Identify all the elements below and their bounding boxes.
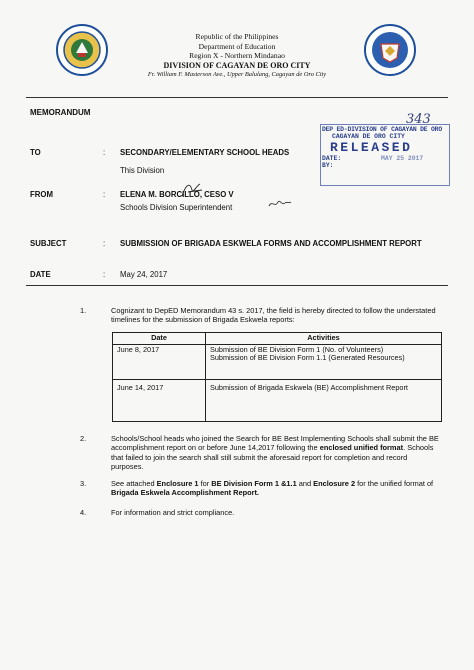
kagawaran-seal-logo (364, 24, 416, 76)
subject-value: SUBMISSION OF BRIGADA ESKWELA FORMS AND ACCOMPLISHMENT REPORT (120, 239, 422, 248)
date-divider (26, 285, 448, 286)
item-2-text-a: Schools/School heads who joined the Search for BE Best Implementing Schools shall submit the BE accomplishment report on or before June 14,2017 following the (111, 434, 439, 453)
activity-line: Submission of BE Division Form 1.1 (Generated Resources) (210, 353, 405, 363)
stamp-border (320, 124, 450, 186)
subject-label: SUBJECT (30, 239, 67, 248)
item-3-number: 3. (80, 479, 87, 488)
letterhead (120, 32, 354, 80)
item-2-text-bold: enclosed unified format (319, 443, 404, 453)
header-divider (26, 97, 448, 98)
from-colon: : (103, 190, 106, 199)
memo-number-handwritten: 343 (406, 112, 431, 127)
subject-colon: : (103, 239, 106, 248)
report-format-ref: Brigada Eskwela Accomplishment Report. (111, 488, 259, 498)
date-value: May 24, 2017 (120, 270, 168, 279)
released-stamp (322, 126, 450, 188)
to-sub: This Division (120, 166, 165, 175)
from-sub: Schools Division Superintendent (120, 203, 233, 212)
item-2-text (111, 434, 441, 471)
memo-type: MEMORANDUM (30, 108, 91, 117)
division-form-ref: BE Division Form 1 &1.1 (211, 479, 297, 488)
item-1-text: Cognizant to DepED Memorandum 43 s. 2017, the field is hereby directed to follow the understated timelines for the submission of Brigada Eskwela reports: (111, 306, 436, 325)
table-cell-activities (206, 344, 442, 379)
from-label: FROM (30, 190, 53, 199)
enclosure-1-ref: Enclosure 1 (156, 479, 199, 488)
stamp-division: DEP ED-DIVISION OF CAGAYAN DE ORO (322, 126, 442, 133)
letterhead-address: Fr. William F. Masterson Ave., Upper Balulang, Cagayan de Oro City (147, 71, 327, 79)
item-3-text (111, 479, 441, 498)
activity-line: Submission of Brigada Eskwela (BE) Accomplishment Report (210, 382, 408, 392)
signature-mark (178, 178, 208, 202)
deped-seal-logo (56, 24, 108, 76)
table-cell-date: June 14, 2017 (113, 379, 206, 421)
stamp-city: CAGAYAN DE ORO CITY (332, 133, 405, 140)
item-4-text: For information and strict compliance. (111, 508, 235, 517)
table-row (113, 379, 442, 421)
letterhead-republic: Republic of the Philippines (195, 32, 279, 41)
stamp-date-value: MAY 25 2017 (381, 155, 424, 162)
table-cell-date: June 8, 2017 (113, 344, 206, 379)
item-3-text-e: and (296, 479, 314, 488)
item-3-text-c: for (198, 479, 212, 488)
stamp-date-label: DATE: (322, 155, 342, 162)
initials-mark (266, 196, 294, 212)
date-colon: : (103, 270, 106, 279)
item-3-text-a: See attached (111, 479, 157, 488)
to-label: TO (30, 148, 41, 157)
letterhead-division: DIVISION OF CAGAYAN DE ORO CITY (163, 60, 311, 70)
item-3-text-g: for the unified format of (355, 479, 434, 488)
from-value: ELENA M. BORCILLO, CESO V (120, 190, 234, 199)
item-2-text-c: . Schools that failed to join the search shall still submit the aforesaid report for completion and record purposes. (111, 443, 434, 471)
table-header-activities: Activities (206, 333, 442, 345)
stamp-released: RELEASED (330, 140, 413, 155)
timeline-table (112, 332, 442, 422)
item-4-number: 4. (80, 508, 87, 517)
table-header-row (113, 333, 442, 345)
item-2-number: 2. (80, 434, 87, 443)
letterhead-region: Region X - Northern Mindanao (189, 51, 285, 61)
activity-line: Submission of BE Division Form 1 (No. of Volunteers) (210, 344, 384, 354)
enclosure-2-ref: Enclosure 2 (313, 479, 356, 488)
letterhead-department: Department of Education (198, 41, 276, 51)
to-value: SECONDARY/ELEMENTARY SCHOOL HEADS (120, 148, 290, 157)
stamp-by-label: BY: (322, 162, 334, 169)
table-cell-activities (206, 379, 442, 421)
item-1-number: 1. (80, 306, 87, 315)
table-row (113, 344, 442, 379)
table-header-date: Date (113, 333, 206, 345)
date-label: DATE (30, 270, 51, 279)
to-colon: : (103, 148, 106, 157)
